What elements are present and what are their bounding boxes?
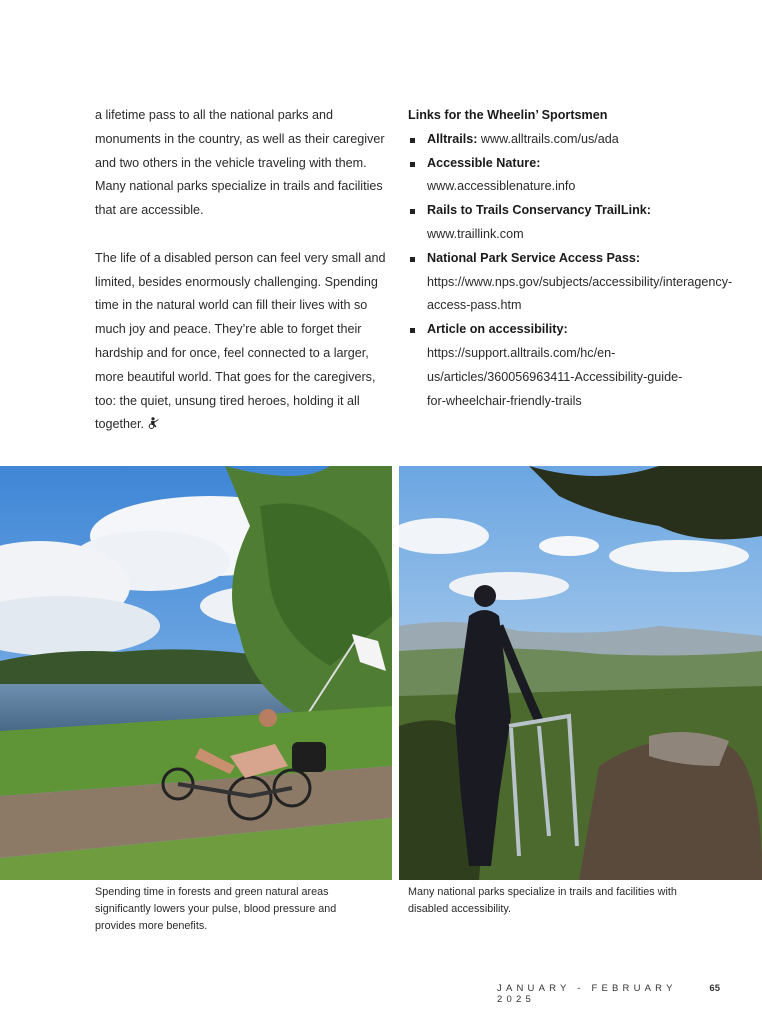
link-label: Article on accessibility:: [427, 322, 568, 337]
photo-caption-right: Many national parks specialize in trails and facilities with disabled accessibility.: [408, 886, 677, 915]
link-label: National Park Service Access Pass:: [427, 250, 641, 265]
article-paragraph-1: a lifetime pass to all the national parks and monuments in the country, as well as their caregiver and two others in the vehicle traveling with them. Many national parks specialize in trails and facilities that are accessible.: [95, 108, 385, 218]
link-url[interactable]: https://support.alltrails.com/hc/en-us/articles/360056963411-Accessibility-guide-for-wheelchair-friendly-trails: [427, 345, 683, 408]
list-item: [408, 128, 698, 152]
link-label: Accessible Nature:: [427, 155, 541, 170]
list-item: [408, 199, 698, 247]
link-url[interactable]: www.alltrails.com/us/ada: [480, 131, 619, 146]
list-item: [408, 152, 698, 200]
links-heading: Links for the Wheelin’ Sportsmen: [408, 108, 608, 122]
lakeside-recumbent-trike-photo: [0, 466, 392, 880]
page-number: 65: [709, 983, 720, 994]
link-url[interactable]: www.traillink.com: [427, 226, 524, 241]
issue-date: JANUARY - FEBRUARY 2025: [497, 983, 677, 1005]
article-body: [95, 104, 395, 437]
link-label: Rails to Trails Conservancy TrailLink:: [427, 203, 651, 218]
list-item: [408, 247, 733, 318]
wheelchair-hunter-icon: [147, 414, 159, 426]
article-paragraph-2-text: The life of a disabled person can feel very small and limited, besides enormously challenging. Spending time in the natural world can fill their lives with so much joy and peace. They’re able to forget their hardship and for once, feel connected to a larger, more beautiful world. That goes for the caregivers, too: the quiet, unsung tired heroes, holding it all together.: [95, 250, 386, 432]
photo-caption-left: Spending time in forests and green natural areas significantly lowers your pulse, blood pressure and provides more benefits.: [95, 886, 337, 932]
overlook-walker-photo: [399, 466, 762, 880]
link-url[interactable]: https://www.nps.gov/subjects/accessibility/interagency-access-pass.htm: [427, 274, 733, 313]
links-list: [408, 128, 733, 414]
links-sidebar: [408, 104, 733, 413]
link-url[interactable]: www.accessiblenature.info: [427, 179, 576, 194]
article-paragraph-2: [95, 247, 395, 437]
list-item: [408, 318, 698, 413]
link-label: Alltrails:: [427, 131, 478, 146]
